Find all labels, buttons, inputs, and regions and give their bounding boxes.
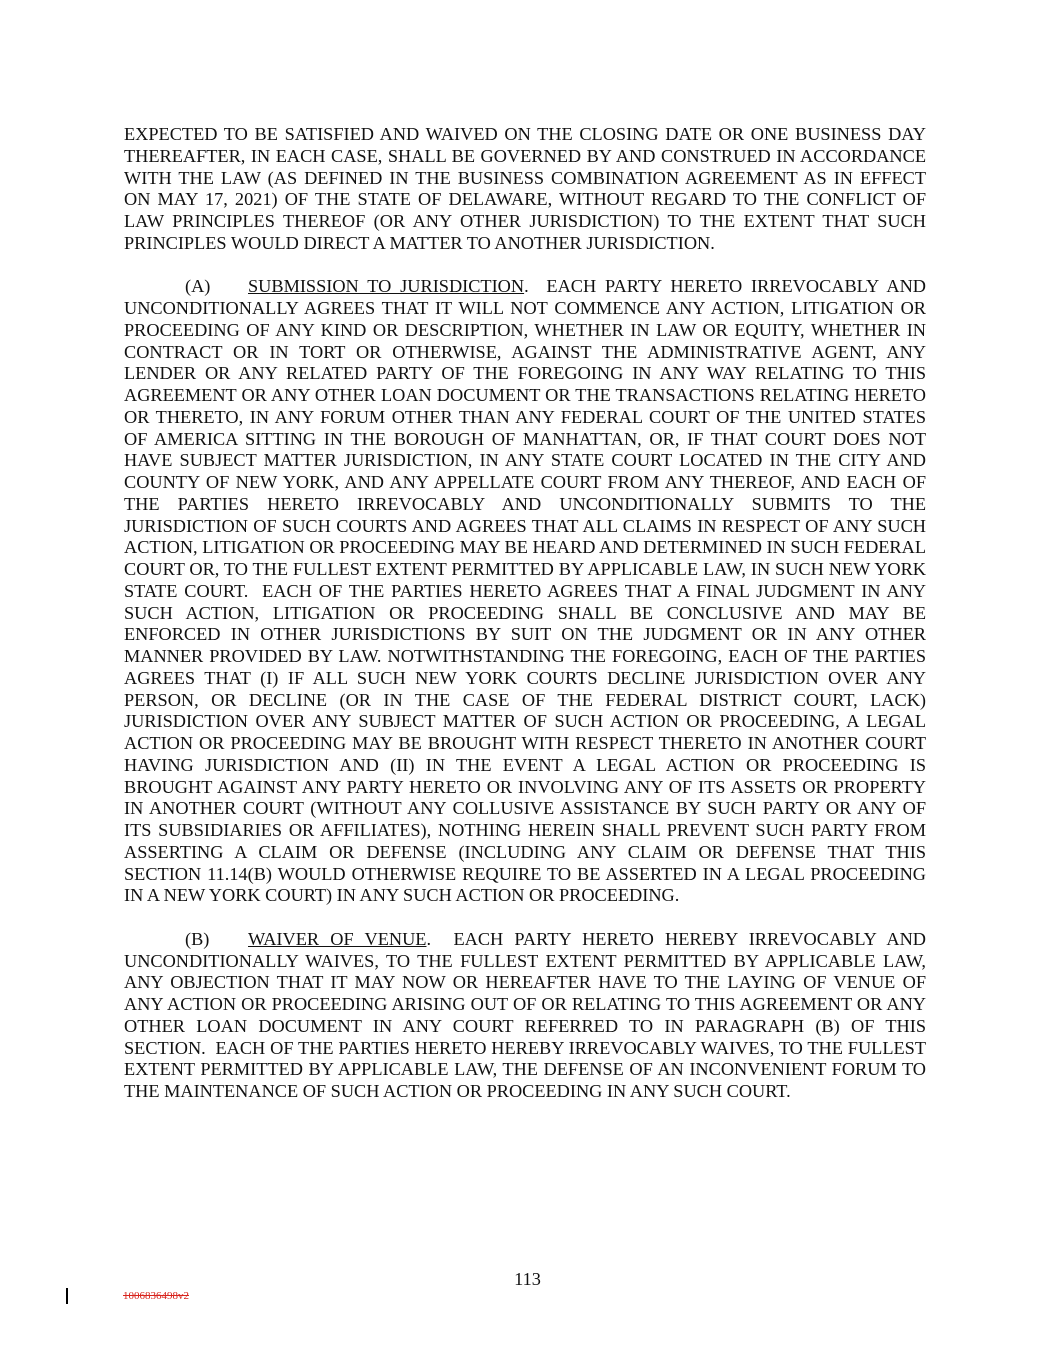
section-a-heading: SUBMISSION TO JURISDICTION [248, 276, 525, 297]
section-b-body: EACH PARTY HERETO HEREBY IRREVOCABLY AND UNCONDITIONALLY WAIVES, TO THE FULLEST EXTENT PERMITTED BY APPLICABLE LAW, ANY OBJECTION THAT IT MAY NOW OR HEREAFTER HAVE TO THE LAYING OF VENUE OF ANY ACTION OR PROCEEDING ARISING OUT OF OR RELATING TO THIS AGREEMENT OR ANY OTHER LOAN DOCUMENT IN ANY COURT REFERRED TO IN PARAGRAPH (B) OF THIS SECTION. EACH OF THE PARTIES HERETO HEREBY IRREVOCABLY WAIVES, TO THE FULLEST EXTENT PERMITTED BY APPLICABLE LAW, THE DEFENSE OF AN INCONVENIENT FORUM TO THE MAINTENANCE OF SUCH ACTION OR PROCEEDING IN ANY SUCH COURT. [124, 928, 931, 1101]
section-b-heading-punct: . [426, 928, 432, 949]
section-b-number: (B) [185, 928, 210, 949]
section-b-paragraph [124, 928, 931, 1103]
section-a-heading-punct: . [524, 276, 529, 297]
section-b-heading: WAIVER OF VENUE [248, 928, 427, 949]
section-a-body: EACH PARTY HERETO IRREVOCABLY AND UNCONDITIONALLY AGREES THAT IT WILL NOT COMMENCE ANY ACTION, LITIGATION OR PROCEEDING OF ANY KIND OR DESCRIPTION, WHETHER IN LAW OR EQUITY, WHETHER IN CONTRACT OR IN TORT OR OTHERWISE, AGAINST THE ADMINISTRATIVE AGENT, ANY LENDER OR ANY RELATED PARTY OF THE FOREGOING IN ANY WAY RELATING TO THIS AGREEMENT OR ANY OTHER LOAN DOCUMENT OR THE TRANSACTIONS RELATING HERETO OR THERETO, IN ANY FORUM OTHER THAN ANY FEDERAL COURT OF THE UNITED STATES OF AMERICA SITTING IN THE BOROUGH OF MANHATTAN, OR, IF THAT COURT DOES NOT HAVE SUBJECT MATTER JURISDICTION, IN ANY STATE COURT LOCATED IN THE CITY AND COUNTY OF NEW YORK, AND ANY APPELLATE COURT FROM ANY THEREOF, AND EACH OF THE PARTIES HERETO IRREVOCABLY AND UNCONDITIONALLY SUBMITS TO THE JURISDICTION OF SUCH COURTS AND AGREES THAT ALL CLAIMS IN RESPECT OF ANY SUCH ACTION, LITIGATION OR PROCEEDING MAY BE HEARD AND DETERMINED IN SUCH FEDERAL COURT OR, TO THE FULLEST EXTENT PERMITTED BY APPLICABLE LAW, IN SUCH NEW YORK STATE COURT. EACH OF THE PARTIES HERETO AGREES THAT A FINAL JUDGMENT IN ANY SUCH ACTION, LITIGATION OR PROCEEDING SHALL BE CONCLUSIVE AND MAY BE ENFORCED IN OTHER JURISDICTIONS BY SUIT ON THE JUDGMENT OR IN ANY OTHER MANNER PROVIDED BY LAW. NOTWITHSTANDING THE FOREGOING, EACH OF THE PARTIES AGREES THAT (I) IF ALL SUCH NEW YORK COURTS DECLINE JURISDICTION OVER ANY PERSON, OR DECLINE (OR IN THE CASE OF THE FEDERAL DISTRICT COURT, LACK) JURISDICTION OVER ANY SUBJECT MATTER OF SUCH ACTION OR PROCEEDING, A LEGAL ACTION OR PROCEEDING MAY BE BROUGHT WITH RESPECT THERETO IN ANOTHER COURT HAVING JURISDICTION AND (II) IN THE EVENT A LEGAL ACTION OR PROCEEDING IS BROUGHT AGAINST ANY PARTY HERETO OR INVOLVING ANY OF ITS ASSETS OR PROPERTY IN ANOTHER COURT (WITHOUT ANY COLLUSIVE ASSISTANCE BY SUCH PARTY OR ANY OF ITS SUBSIDIARIES OR AFFILIATES), NOTHING HEREIN SHALL PREVENT SUCH PARTY FROM ASSERTING A CLAIM OR DEFENSE (INCLUDING ANY CLAIM OR DEFENSE THAT THIS SECTION 11.14(B) WOULD OTHERWISE REQUIRE TO BE ASSERTED IN A LEGAL PROCEEDING IN A NEW YORK COURT) IN ANY SUCH ACTION OR PROCEEDING. [124, 276, 931, 906]
paragraph-continuation: EXPECTED TO BE SATISFIED AND WAIVED ON THE CLOSING DATE OR ONE BUSINESS DAY THEREAFTER, IN EACH CASE, SHALL BE GOVERNED BY AND CONSTRUED IN ACCORDANCE WITH THE LAW (AS DEFINED IN THE BUSINESS COMBINATION AGREEMENT AS IN EFFECT ON MAY 17, 2021) OF THE STATE OF DELAWARE, WITHOUT REGARD TO THE CONFLICT OF LAW PRINCIPLES THEREOF (OR ANY OTHER JURISDICTION) TO THE EXTENT THAT SUCH PRINCIPLES WOULD DIRECT A MATTER TO ANOTHER JURISDICTION. [124, 124, 926, 253]
section-a-paragraph [124, 276, 931, 907]
revision-change-bar [66, 1288, 68, 1304]
document-page [124, 124, 931, 1103]
document-id: 1006836498v2 [123, 1290, 189, 1302]
page-number: 113 [514, 1269, 541, 1289]
section-a-number: (A) [185, 276, 211, 297]
